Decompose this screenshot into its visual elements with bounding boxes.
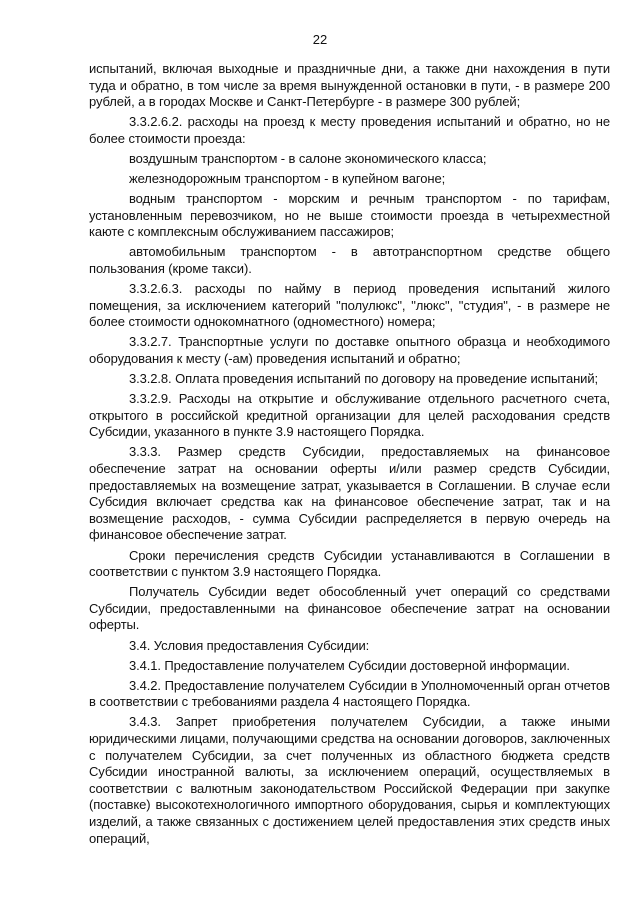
paragraph-3-3-2-7: 3.3.2.7. Транспортные услуги по доставке опытного образца и необходимого оборудования к месту (-ам) проведения испытаний и обратно; (89, 334, 610, 366)
paragraph-3-3-2-6-3: 3.3.2.6.3. расходы по найму в период проведения испытаний жилого помещения, за исключением категорий "полулюкс", "люкс", "студия", - в размере не более стоимости однокомнатного (одноместного) номера; (89, 281, 610, 330)
paragraph-rail-transport: железнодорожным транспортом - в купейном вагоне; (129, 171, 446, 187)
paragraph-3-3-2-8: 3.3.2.8. Оплата проведения испытаний по договору на проведение испытаний; (129, 371, 599, 387)
paragraph-road-transport: автомобильным транспортом - в автотранспортном средстве общего пользования (кроме такси). (89, 244, 610, 277)
paragraph-3-4: 3.4. Условия предоставления Субсидии: (129, 637, 370, 653)
paragraph-3-3-2-9: 3.3.2.9. Расходы на открытие и обслуживание отдельного расчетного счета, открытого в российской кредитной организации для целей расходования средств Субсидии, указанного в пункте 3.9 настоящего Порядка. (89, 391, 610, 440)
page-number: 22 (312, 32, 328, 47)
paragraph-3-3-3: 3.3.3. Размер средств Субсидии, предоставляемых на финансовое обеспечение затрат на основании оферты и/или размер средств Субсидии, предоставляемых на возмещение затрат, указывается в Соглашении. В случае если Субсидия включает средства как на финансовое обеспечение затрат, так и на возмещение расходов, - сумма Субсидии распределяется в первую очередь на финансовое обеспечение затрат. (89, 444, 610, 543)
paragraph-transfer-terms: Сроки перечисления средств Субсидии устанавливаются в Соглашении в соответствии с пунктом 3.9 настоящего Порядка. (89, 547, 610, 580)
paragraph-3-4-2: 3.4.2. Предоставление получателем Субсидии в Уполномоченный орган отчетов в соответствии с требованиями раздела 4 настоящего Порядка. (89, 677, 610, 710)
paragraph-3-4-3: 3.4.3. Запрет приобретения получателем Субсидии, а также иными юридическими лицами, получающими средства на основании договоров, заключенных с получателем Субсидии, за счет полученных из областного бюджета средств Субсидии иностранной валюты, за исключением операций, осуществляемых в соответствии с валютным законодательством Российской Федерации при закупке (поставке) высокотехнологичного импортного оборудования, сырья и комплектующих изделий, а также связанных с достижением целей предоставления этих средств иных операций, (89, 714, 610, 846)
paragraph-continuation: испытаний, включая выходные и праздничные дни, а также дни нахождения в пути туда и обратно, в том числе за время вынужденной остановки в пути, - в размере 200 рублей, а в городах Москве и Санкт-Петербурге - в размере 300 рублей; (89, 61, 610, 110)
paragraph-water-transport: водным транспортом - морским и речным транспортом - по тарифам, установленным перевозчиком, но не выше стоимости проезда в четырехместной каюте с комплексным обслуживанием пассажиров; (89, 191, 610, 240)
paragraph-separate-accounting: Получатель Субсидии ведет обособленный учет операций со средствами Субсидии, предоставленными на финансовое обеспечение затрат на основании оферты. (89, 584, 610, 633)
paragraph-3-4-1: 3.4.1. Предоставление получателем Субсидии достоверной информации. (129, 657, 570, 673)
paragraph-3-3-2-6-2: 3.3.2.6.2. расходы на проезд к месту проведения испытаний и обратно, но не более стоимости проезда: (89, 114, 610, 146)
document-body (89, 61, 610, 851)
paragraph-air-transport: воздушным транспортом - в салоне экономического класса; (129, 150, 487, 166)
